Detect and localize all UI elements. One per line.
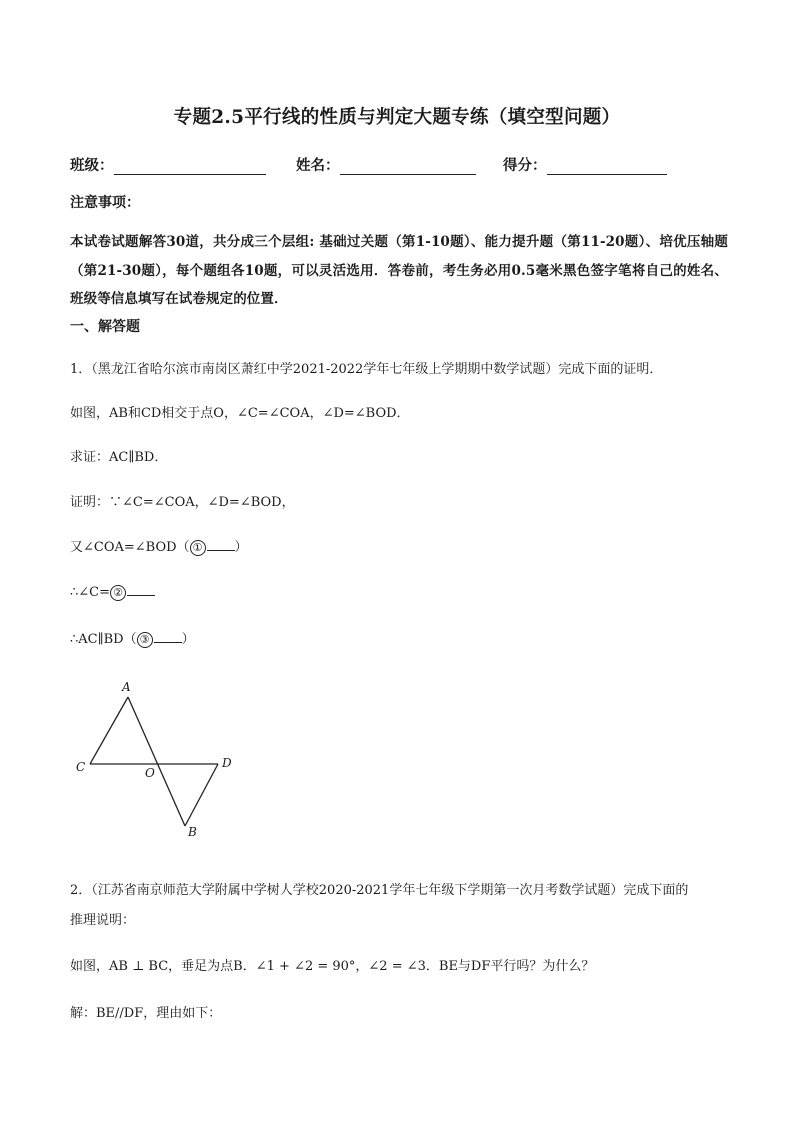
q1-given: 如图，AB和CD相交于点O，∠C=∠COA，∠D=∠BOD． — [70, 406, 410, 421]
segment-bd — [185, 764, 218, 826]
score-blank-line[interactable] — [547, 160, 667, 175]
blank-mark-3: ③ — [137, 632, 153, 648]
label-c: C — [76, 760, 86, 774]
q2-given: 如图，AB ⊥ BC，垂足为点B．∠1 + ∠2 = 90°，∠2 = ∠3．BE与DF平行吗？为什么？ — [70, 959, 595, 974]
q1-proof-4-text: ∴AC∥BD（ — [70, 632, 137, 647]
notice-text: 本试卷试题解答30道，共分成三个层组: 基础过关题（第1-10题）、能力提升题（第11-20题）、培优压轴题（第21-30题），每个题组各10题，可以灵活选用．答卷前，考生务必用0.5毫米黑色签字笔将自己的姓名、班级等信息填写在试卷规定的位置． — [70, 234, 728, 307]
q1-intro: 1．（黑龙江省哈尔滨市南岗区萧红中学2021-2022学年七年级上学期期中数学试题）完成下面的证明． — [70, 362, 663, 377]
label-d: D — [222, 756, 232, 770]
section-heading: 一、解答题 — [70, 319, 140, 335]
blank-mark-1: ① — [190, 540, 206, 556]
q1-proof-line-1: 证明：∵∠C=∠COA，∠D=∠BOD， — [70, 495, 295, 510]
notice-heading: 注意事项： — [70, 195, 140, 211]
q1-proof-line-4 — [70, 628, 195, 648]
q1-proof-line-2 — [70, 536, 248, 556]
answer-blank-2[interactable] — [127, 583, 155, 596]
q1-proof-4-close: ） — [181, 632, 195, 647]
score-label: 得分： — [503, 157, 547, 174]
score-field — [503, 154, 667, 175]
answer-blank-3[interactable] — [154, 630, 182, 643]
answer-blank-1[interactable] — [207, 538, 235, 551]
q2-intro-line-2: 推理说明： — [70, 913, 136, 928]
q1-proof-line-3 — [70, 583, 155, 601]
geometry-figure — [60, 670, 260, 850]
class-field — [70, 154, 266, 175]
label-o: O — [145, 766, 155, 780]
class-blank-line[interactable] — [114, 160, 266, 175]
class-label: 班级： — [70, 157, 114, 174]
q1-proof-2-close: ） — [234, 540, 248, 555]
segment-ac — [90, 697, 128, 764]
blank-mark-2: ② — [110, 585, 126, 601]
q1-proof-2-text: 又∠COA=∠BOD（ — [70, 540, 190, 555]
q2-answer: 解：BE//DF，理由如下： — [70, 1006, 222, 1021]
q2-intro-line-1: 2．（江苏省南京师范大学附属中学树人学校2020-2021学年七年级下学期第一次月考数学试题）完成下面的 — [70, 883, 689, 898]
label-a: A — [122, 680, 131, 694]
q1-proof-3-text: ∴∠C= — [70, 585, 111, 600]
name-blank-line[interactable] — [340, 160, 476, 175]
segment-ab — [128, 697, 185, 826]
name-field — [296, 154, 476, 175]
name-label: 姓名： — [296, 157, 340, 174]
page-title: 专题2.5平行线的性质与判定大题专练（填空型问题） — [173, 107, 621, 128]
q1-prove: 求证：AC∥BD． — [70, 450, 168, 465]
label-b: B — [188, 825, 197, 839]
